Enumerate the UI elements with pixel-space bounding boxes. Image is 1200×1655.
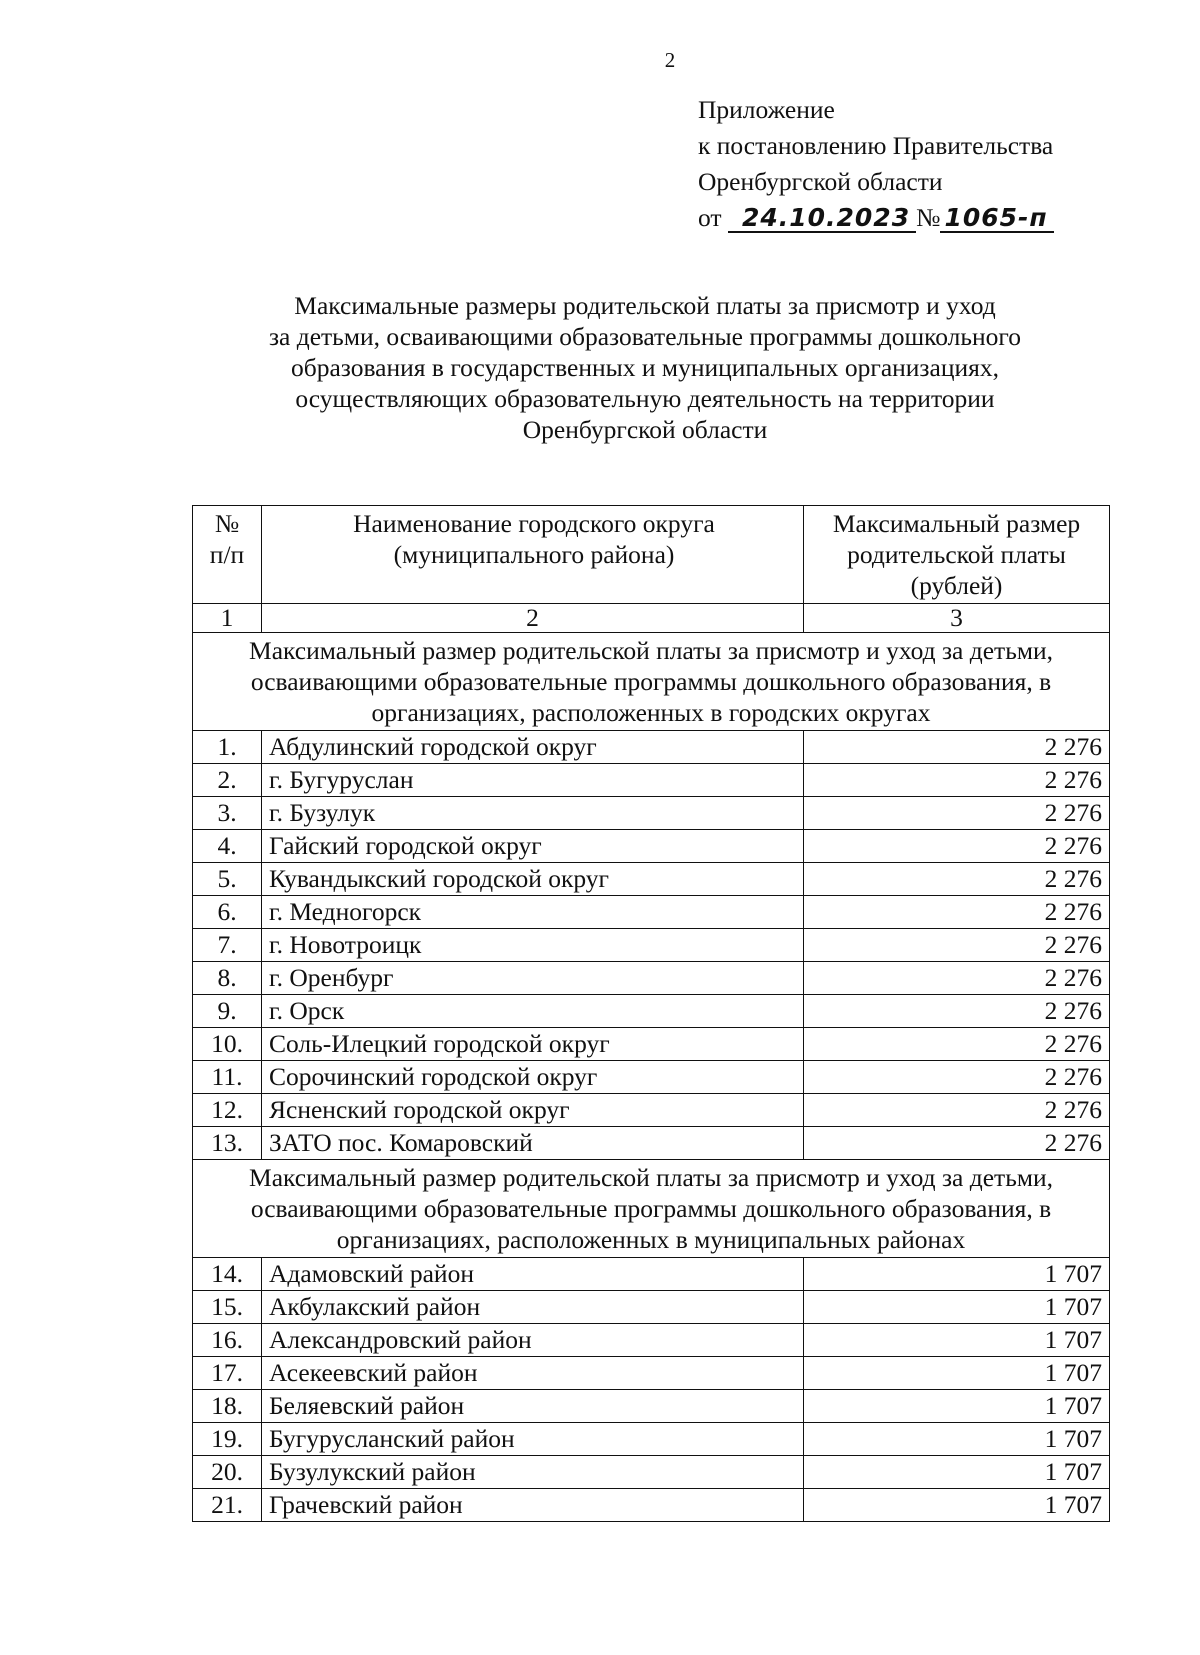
section-title: Максимальный размер родительской платы за присмотр и уход за детьми, осваивающими образовательные программы дошкольного образования, в организациях, расположенных в муниципальных районах <box>193 1160 1110 1258</box>
table-row <box>193 863 1110 896</box>
table-row <box>193 962 1110 995</box>
row-name: Акбулакский район <box>262 1291 804 1324</box>
row-value: 2 276 <box>804 764 1110 797</box>
document-number: 1065-п <box>940 205 1053 233</box>
table-row <box>193 797 1110 830</box>
row-number: 1. <box>193 731 262 764</box>
section-header-urban <box>193 633 1110 731</box>
section-title: Максимальный размер родительской платы за присмотр и уход за детьми, осваивающими образовательные программы дошкольного образования, в организациях, расположенных в городских округах <box>193 633 1110 731</box>
row-name: г. Бузулук <box>262 797 804 830</box>
row-value: 1 707 <box>804 1291 1110 1324</box>
table-row <box>193 1456 1110 1489</box>
table-header-row <box>193 506 1110 604</box>
number-prefix: № <box>916 203 941 232</box>
row-name: Соль-Илецкий городской округ <box>262 1028 804 1061</box>
table-row <box>193 1324 1110 1357</box>
table-row <box>193 1390 1110 1423</box>
page-number: 2 <box>664 48 676 72</box>
table-row <box>193 731 1110 764</box>
table-row <box>193 1258 1110 1291</box>
row-name: Бугурусланский район <box>262 1423 804 1456</box>
row-number: 21. <box>193 1489 262 1522</box>
row-number: 7. <box>193 929 262 962</box>
row-name: ЗАТО пос. Комаровский <box>262 1127 804 1160</box>
row-name: Александровский район <box>262 1324 804 1357</box>
row-value: 1 707 <box>804 1456 1110 1489</box>
table-row <box>193 1357 1110 1390</box>
table-row <box>193 1291 1110 1324</box>
title-line: Оренбургской области <box>522 415 768 444</box>
title-line: образования в государственных и муниципальных организациях, <box>291 353 999 382</box>
table-row <box>193 1094 1110 1127</box>
row-value: 2 276 <box>804 1061 1110 1094</box>
table-row <box>193 764 1110 797</box>
table-row <box>193 1028 1110 1061</box>
column-index: 1 <box>193 604 262 633</box>
column-index: 3 <box>804 604 1110 633</box>
row-value: 2 276 <box>804 929 1110 962</box>
row-name: Ясненский городской округ <box>262 1094 804 1127</box>
table-row <box>193 1061 1110 1094</box>
row-name: Сорочинский городской округ <box>262 1061 804 1094</box>
row-name: Беляевский район <box>262 1390 804 1423</box>
row-value: 2 276 <box>804 962 1110 995</box>
title-line: Максимальные размеры родительской платы за присмотр и уход <box>294 291 996 320</box>
appendix-line-resolution: к постановлению Правительства <box>698 131 1054 160</box>
row-value: 1 707 <box>804 1324 1110 1357</box>
row-name: г. Бугуруслан <box>262 764 804 797</box>
table-row <box>193 995 1110 1028</box>
title-line: за детьми, осваивающими образовательные программы дошкольного <box>268 322 1021 351</box>
table-row <box>193 1489 1110 1522</box>
row-name: Кувандыкский городской округ <box>262 863 804 896</box>
section-header-districts <box>193 1160 1110 1258</box>
row-name: Гайский городской округ <box>262 830 804 863</box>
row-number: 11. <box>193 1061 262 1094</box>
table-row <box>193 929 1110 962</box>
row-number: 18. <box>193 1390 262 1423</box>
table-row <box>193 1423 1110 1456</box>
row-name: Бузулукский район <box>262 1456 804 1489</box>
row-name: Грачевский район <box>262 1489 804 1522</box>
row-number: 15. <box>193 1291 262 1324</box>
row-name: Абдулинский городской округ <box>262 731 804 764</box>
table-row <box>193 896 1110 929</box>
row-number: 17. <box>193 1357 262 1390</box>
column-index-row <box>193 604 1110 633</box>
appendix-date-line <box>698 200 1054 236</box>
row-name: г. Медногорск <box>262 896 804 929</box>
row-number: 13. <box>193 1127 262 1160</box>
document-date: 24.10.2023 <box>728 205 916 233</box>
row-number: 5. <box>193 863 262 896</box>
row-number: 6. <box>193 896 262 929</box>
row-value: 2 276 <box>804 1094 1110 1127</box>
row-name: Адамовский район <box>262 1258 804 1291</box>
row-value: 2 276 <box>804 1028 1110 1061</box>
row-value: 1 707 <box>804 1489 1110 1522</box>
row-value: 1 707 <box>804 1423 1110 1456</box>
row-number: 3. <box>193 797 262 830</box>
row-value: 2 276 <box>804 995 1110 1028</box>
appendix-block <box>698 92 1054 236</box>
row-value: 2 276 <box>804 797 1110 830</box>
row-name: г. Новотроицк <box>262 929 804 962</box>
row-value: 1 707 <box>804 1357 1110 1390</box>
row-number: 14. <box>193 1258 262 1291</box>
row-number: 16. <box>193 1324 262 1357</box>
row-value: 1 707 <box>804 1258 1110 1291</box>
row-number: 20. <box>193 1456 262 1489</box>
table-row <box>193 1127 1110 1160</box>
date-prefix: от <box>698 203 722 232</box>
row-number: 19. <box>193 1423 262 1456</box>
row-value: 2 276 <box>804 896 1110 929</box>
title-line: осуществляющих образовательную деятельность на территории <box>295 384 995 413</box>
row-value: 2 276 <box>804 830 1110 863</box>
row-number: 4. <box>193 830 262 863</box>
header-name: Наименование городского округа (муниципального района) <box>262 506 804 604</box>
row-number: 2. <box>193 764 262 797</box>
appendix-line-region: Оренбургской области <box>698 167 943 196</box>
column-index: 2 <box>262 604 804 633</box>
fee-table <box>192 505 1110 1522</box>
row-value: 2 276 <box>804 863 1110 896</box>
row-number: 10. <box>193 1028 262 1061</box>
header-value: Максимальный размер родительской платы (рублей) <box>804 506 1110 604</box>
row-number: 12. <box>193 1094 262 1127</box>
row-value: 2 276 <box>804 1127 1110 1160</box>
document-title <box>190 290 1100 445</box>
row-number: 8. <box>193 962 262 995</box>
row-value: 2 276 <box>804 731 1110 764</box>
row-name: Асекеевский район <box>262 1357 804 1390</box>
row-number: 9. <box>193 995 262 1028</box>
header-num: № п/п <box>193 506 262 604</box>
appendix-title: Приложение <box>698 95 835 124</box>
row-value: 1 707 <box>804 1390 1110 1423</box>
row-name: г. Орск <box>262 995 804 1028</box>
table-row <box>193 830 1110 863</box>
row-name: г. Оренбург <box>262 962 804 995</box>
